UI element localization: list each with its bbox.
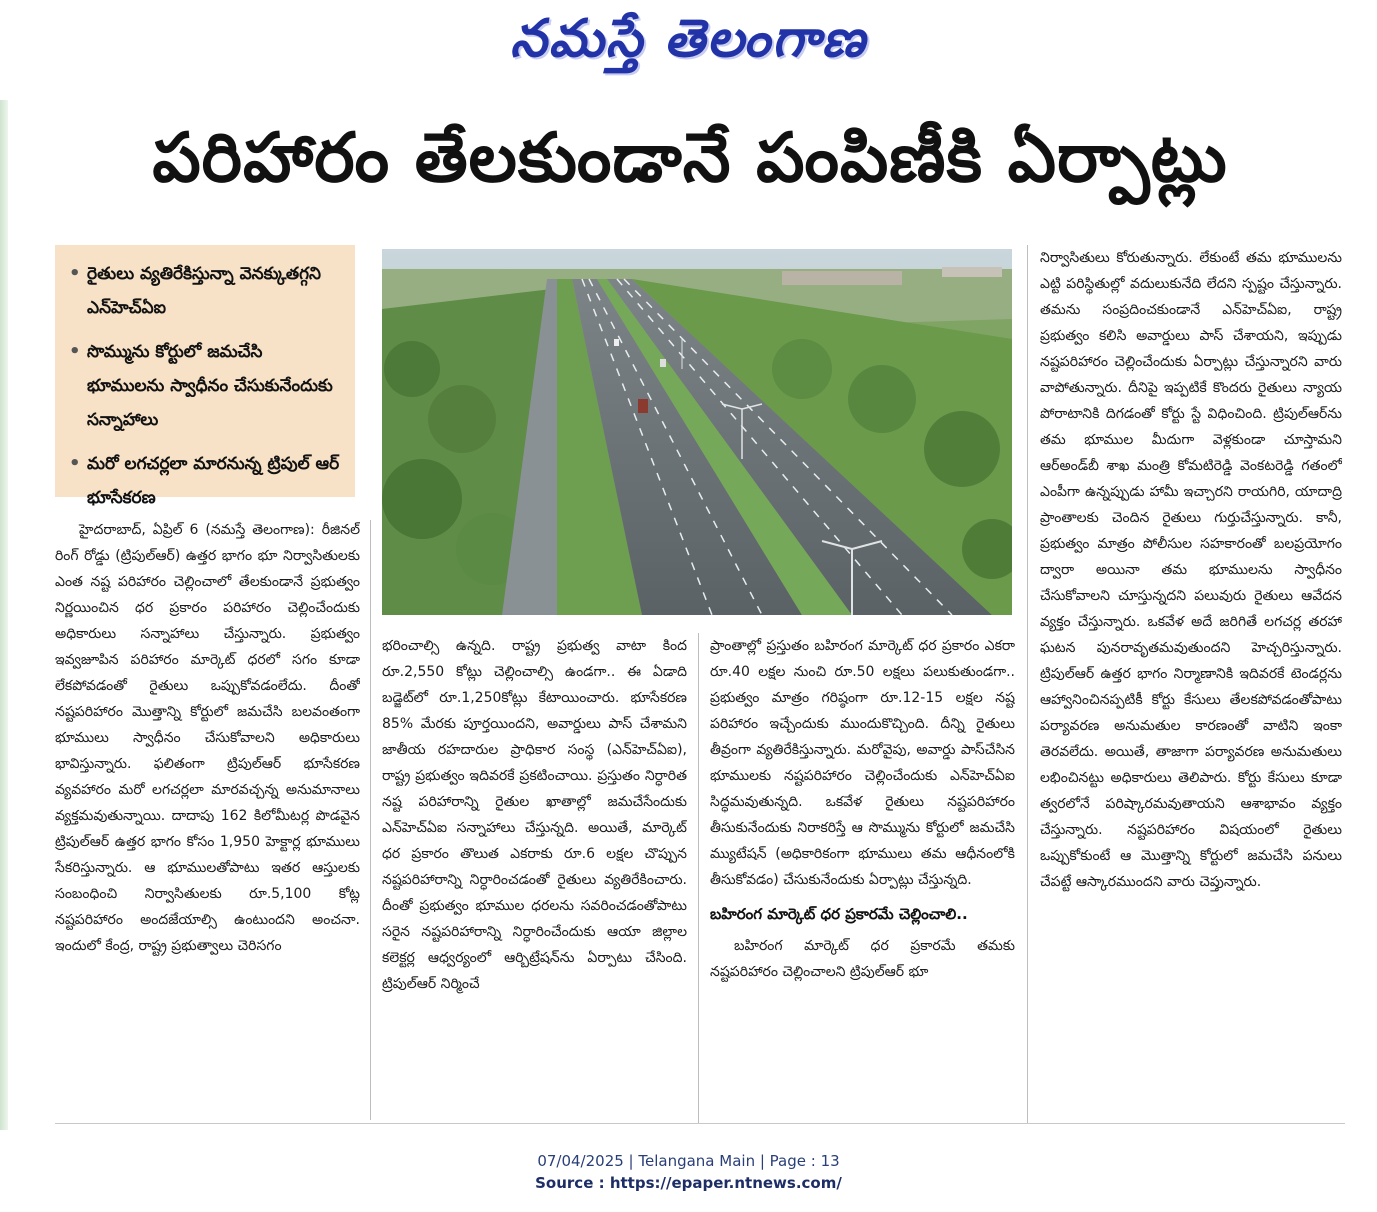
footer-edition-info: 07/04/2025 | Telangana Main | Page : 13 bbox=[537, 1152, 840, 1170]
article-column-2 bbox=[382, 633, 687, 1113]
article-paragraph: భరించాల్సి ఉన్నది. రాష్ట్ర ప్రభుత్వ వాటా కింద రూ.2,550 కోట్లు చెల్లించాల్సి ఉండగా.. ఈ ఏడాది బడ్జెట్‌లో రూ.1,250కోట్లు కేటాయించారు. భూసేకరణ 85% మేరకు పూర్తయిందని, అవార్డులు పాస్ చేశామని జాతీయ రహదారుల ప్రాధికార సంస్థ (ఎన్‌హెచ్‌ఏఐ), రాష్ట్ర ప్రభుత్వం ఇదివరకే ప్రకటించాయి. ప్రస్తుతం నిర్ధారిత నష్ట పరిహారాన్ని రైతుల ఖాతాల్లో జమచేసేందుకు ఎన్‌హెచ్‌ఏఐ సన్నాహాలు చేస్తున్నది. అయితే, మార్కెట్ ధర ప్రకారం తొలుత ఎకరాకు రూ.6 లక్షల చొప్పున నష్టపరిహారాన్ని నిర్ధారించడంతో రైతులు వ్యతిరేకించారు. దీంతో ప్రభుత్వం భూముల ధరలను సవరించడంతోపాటు సరైన నష్టపరిహారాన్ని నిర్ధారించేందుకు ఆయా జిల్లాల కలెక్టర్ల ఆధ్వర్యంలో ఆర్బిట్రేషన్‌ను ఏర్పాటు చేసింది. ట్రిపుల్‌ఆర్ నిర్మించే bbox=[382, 638, 687, 992]
article-paragraph: హైదరాబాద్, ఏప్రిల్ 6 (నమస్తే తెలంగాణ): రీజినల్ రింగ్ రోడ్డు (ట్రిపుల్‌ఆర్) ఉత్తర భాగం భూ నిర్వాసితులకు ఎంత నష్ట పరిహారం చెల్లించాలో తేలకుండానే ప్రభుత్వం నిర్ణయించిన ధర ప్రకారం పరిహారం చెల్లించేందుకు అధికారులు సన్నాహాలు చేస్తున్నారు. ప్రభుత్వం ఇవ్వజూపిన పరిహారం మార్కెట్ ధరలో సగం కూడా లేకపోవడంతో రైతులు ఒప్పుకోవడంలేదు. దీంతో నష్టపరిహారం మొత్తాన్ని కోర్టులో జమచేసి బలవంతంగా భూములు స్వాధీనం చేసుకోవాలని అధికారులు భావిస్తున్నారు. ఫలితంగా ట్రిపుల్‌ఆర్ భూసేకరణ వ్యవహారం మరో లగచర్లలా మారవచ్చన్న అనుమానాలు వ్యక్తమవుతున్నాయి. దాదాపు 162 కిలోమీటర్ల పొడవైన ట్రిపుల్‌ఆర్ ఉత్తర భాగం కోసం 1,950 హెక్టార్ల భూములు సేకరిస్తున్నారు. ఆ భూములతోపాటు ఇతర ఆస్తులకు సంబంధించి నిర్వాసితులకు రూ.5,100 కోట్ల నష్టపరిహారం అందజేయాల్సి ఉంటుందని అంచనా. ఇందులో కేంద్ర, రాష్ట్ర ప్రభుత్వాలు చెరిసగం bbox=[55, 522, 360, 954]
highlight-text: సొమ్మును కోర్టులో జమచేసి భూములను స్వాధీనం చేసుకునేందుకు సన్నాహాలు bbox=[87, 342, 333, 430]
bullet-icon: • bbox=[69, 263, 81, 284]
newspaper-masthead: నమస్తే తెలంగాణ bbox=[510, 8, 867, 69]
article-subheading: బహిరంగ మార్కెట్ ధర ప్రకారమే చెల్లించాలి.. bbox=[710, 905, 968, 923]
article-column-3 bbox=[710, 633, 1015, 1113]
highlight-item bbox=[69, 257, 343, 325]
highway-aerial-photo bbox=[382, 249, 1012, 615]
footer-source[interactable]: Source : https://epaper.ntnews.com/ bbox=[535, 1174, 842, 1192]
column-divider bbox=[698, 633, 699, 1123]
bottom-rule bbox=[55, 1123, 1345, 1124]
highlight-item bbox=[69, 335, 343, 437]
article-column-4 bbox=[1040, 245, 1342, 1113]
highlight-item bbox=[69, 447, 343, 515]
highlights-box bbox=[55, 245, 355, 508]
page-headline: పరిహారం తేలకుండానే పంపిణీకి ఏర్పాట్లు bbox=[152, 119, 1228, 198]
highway-illustration bbox=[382, 249, 1012, 615]
article-column-1 bbox=[55, 517, 360, 1117]
highlight-text: రైతులు వ్యతిరేకిస్తున్నా వెనక్కుతగ్గని ఎన్‌హెచ్‌ఏఐ bbox=[87, 264, 321, 318]
article-paragraph: ప్రాంతాల్లో ప్రస్తుతం బహిరంగ మార్కెట్ ధర ప్రకారం ఎకరా రూ.40 లక్షల నుంచి రూ.50 లక్షలు పలుకుతుండగా.. ప్రభుత్వం మాత్రం గరిష్ఠంగా రూ.12-15 లక్షల నష్ట పరిహారం ఇచ్చేందుకు ముందుకొచ్చింది. దీన్ని రైతులు తీవ్రంగా వ్యతిరేకిస్తున్నారు. మరోవైపు, అవార్డు పాస్‌చేసిన భూములకు నష్టపరిహారం చెల్లించేందుకు ఎన్‌హెచ్‌ఏఐ సిద్ధమవుతున్నది. ఒకవేళ రైతులు నష్టపరిహారం తీసుకునేందుకు నిరాకరిస్తే ఆ సొమ్మును కోర్టులో జమచేసి మ్యుటేషన్ (అధికారికంగా భూములు తమ ఆధీనంలోకి తీసుకోవడం) చేసుకునేందుకు ఏర్పాట్లు చేస్తున్నది. bbox=[710, 638, 1015, 888]
column-divider bbox=[1027, 245, 1028, 1123]
column-divider bbox=[370, 520, 371, 1120]
page-edge-strip bbox=[0, 100, 8, 1130]
bullet-icon: • bbox=[69, 341, 81, 362]
highlight-text: మరో లగచర్లలా మారనున్న ట్రిపుల్ ఆర్ భూసేకరణ bbox=[87, 454, 340, 508]
article-paragraph: నిర్వాసితులు కోరుతున్నారు. లేకుంటే తమ భూములను ఎట్టి పరిస్థితుల్లో వదులుకునేది లేదని స్పష్టం చేస్తున్నారు. తమను సంప్రదించకుండానే ఎన్‌హెచ్‌ఏఐ, రాష్ట్ర ప్రభుత్వం కలిసి అవార్డులు పాస్ చేశాయని, ఇప్పుడు నష్టపరిహారం చెల్లించేందుకు ఏర్పాట్లు చేస్తున్నారని వారు వాపోతున్నారు. దీనిపై ఇప్పటికే కొందరు రైతులు న్యాయ పోరాటానికి దిగడంతో కోర్టు స్టే విధించింది. ట్రిపుల్‌ఆర్‌ను తమ భూముల మీదుగా వెళ్లకుండా చూస్తామని ఆర్‌అండ్‌బీ శాఖ మంత్రి కోమటిరెడ్డి వెంకటరెడ్డి గతంలో ఎంపీగా ఉన్నప్పుడు హామీ ఇచ్చారని రాయగిరి, యాదాద్రి ప్రాంతాలకు చెందిన రైతులు గుర్తుచేస్తున్నారు. కానీ, ప్రభుత్వం మాత్రం పోలీసుల సహకారంతో బలప్రయోగం ద్వారా అయినా తమ భూములను స్వాధీనం చేసుకోవాలని చూస్తున్నదని పలువురు రైతులు ఆవేదన వ్యక్తం చేస్తున్నారు. ఒకవేళ అదే జరిగితే లగచర్ల తరహా ఘటన పునరావృతమవుతుందని హెచ్చరిస్తున్నారు. ట్రిపుల్‌ఆర్ ఉత్తర భాగం నిర్మాణానికి ఇదివరకే టెండర్లను ఆహ్వానించినప్పటికీ కోర్టు కేసులు తేలకపోవడంతోపాటు పర్యావరణ అనుమతుల కారణంతో వాటిని ఇంకా తెరవలేదు. అయితే, తాజాగా పర్యావరణ అనుమతులు లభించినట్టు అధికారులు తెలిపారు. కోర్టు కేసులు కూడా త్వరలోనే పరిష్కారమవుతాయని ఆశాభావం వ్యక్తం చేస్తున్నారు. నష్టపరిహారం విషయంలో రైతులు ఒప్పుకోకుంటే ఆ మొత్తాన్ని కోర్టులో జమచేసి పనులు చేపట్టే ఆస్కారముందని వారు చెప్తున్నారు. bbox=[1040, 250, 1342, 890]
article-paragraph: బహిరంగ మార్కెట్ ధర ప్రకారమే తమకు నష్టపరిహారం చెల్లించాలని ట్రిపుల్‌ఆర్ భూ bbox=[710, 938, 1015, 980]
bullet-icon: • bbox=[69, 453, 81, 474]
